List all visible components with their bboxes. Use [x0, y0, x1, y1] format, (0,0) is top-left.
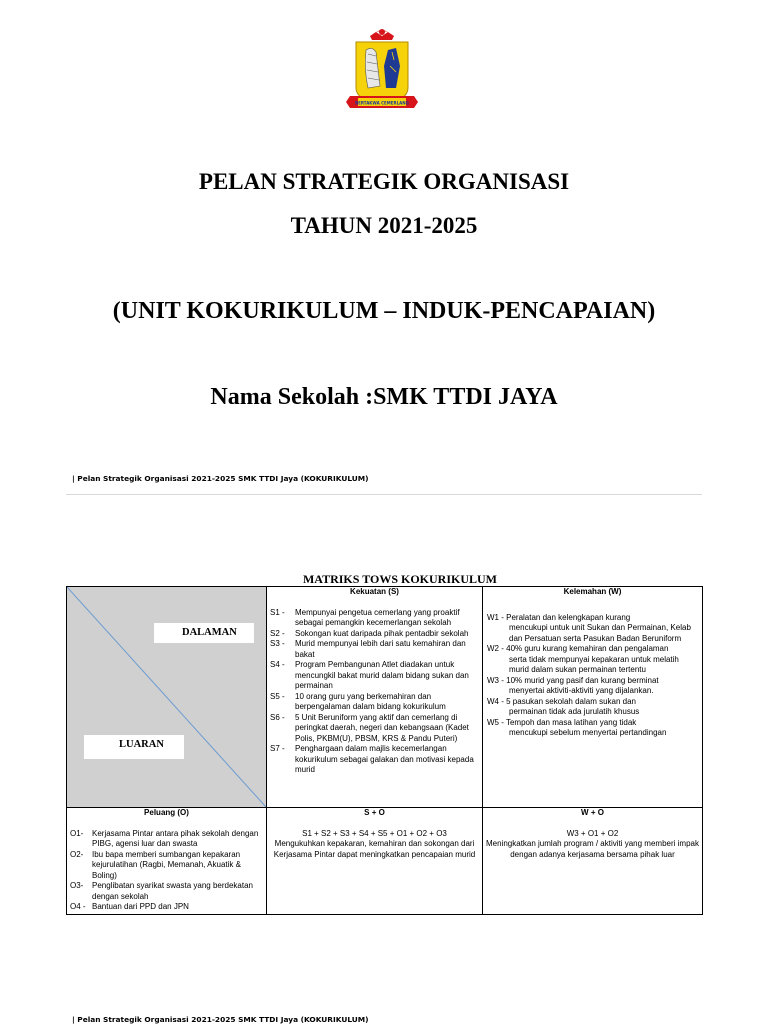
list-item: W1 - Peralatan dan kelengkapan kurang mencukupi untuk unit Sukan dan Permainan, Kelab dan Persatuan serta Pasukan Badan Beruniform — [487, 612, 691, 643]
document-title: PELAN STRATEGIK ORGANISASI — [198, 169, 570, 194]
dalaman-label: DALAMAN — [182, 627, 237, 638]
strengths-heading: Kekuatan (S) — [350, 587, 399, 596]
list-item: O3- Penglibatan syarikat swasta yang berdekatan dengan sekolah — [70, 881, 253, 901]
logo-caption: BERTAKWA CEMERLANG — [355, 100, 409, 106]
weaknesses-list — [483, 613, 702, 739]
list-item: S7 - Penghargaan dalam majlis kecemerlangan kokurikulum sebagai galakan dan motivasi kepada murid — [270, 744, 474, 774]
list-item: O2- Ibu bapa memberi sumbangan kepakaran kejurulatihan (Ragbi, Memanah, Akuatik & Boling) — [70, 849, 241, 880]
luaran-label: LUARAN — [119, 739, 164, 750]
so-heading: S + O — [364, 808, 385, 817]
list-item: W5 - Tempoh dan masa latihan yang tidak mencukupi sebelum menyertai pertandingan — [487, 717, 667, 737]
list-item: O4 - Bantuan dari PPD dan JPN — [70, 902, 189, 911]
page-header-note: | Pelan Strategik Organisasi 2021-2025 SMK TTDI Jaya (KOKURIKULUM) — [72, 474, 369, 483]
dalaman-label-box — [154, 623, 254, 643]
document-period: TAHUN 2021-2025 — [290, 213, 478, 238]
school-name: Nama Sekolah :SMK TTDI JAYA — [210, 384, 558, 410]
list-item: W2 - 40% guru kurang kemahiran dan pengalaman serta tidak mempunyai kepakaran untuk melatih murid dalam sukan permainan tertentu — [487, 644, 679, 674]
list-item: S6 - 5 Unit Beruniform yang aktif dan cemerlang di peringkat daerah, negeri dan kebangsaan (Kadet Polis, PKBM(U), PBSM, KRS & Pandu Puteri) — [270, 712, 469, 743]
list-item: S3 - Murid mempunyai lebih dari satu kemahiran dan bakat — [270, 639, 466, 659]
so-strategy: Mengukuhkan kepakaran, kemahiran dan sokongan dari Kerjasama Pintar dapat meningkatkan pencapaian murid — [273, 839, 476, 859]
list-item: S2 - Sokongan kuat daripada pihak pentadbir sekolah — [270, 628, 469, 638]
opportunities-list — [67, 829, 266, 913]
so-formula: S1 + S2 + S3 + S4 + S5 + O1 + O2 + O3 — [302, 828, 447, 838]
tows-matrix — [66, 586, 703, 915]
opportunities-heading: Peluang (O) — [144, 808, 189, 817]
list-item: S4 - Program Pembangunan Atlet diadakan untuk mencungkil bakat murid dalam bidang sukan dan permainan — [270, 660, 469, 690]
matrix-corner-cell — [67, 587, 267, 808]
weaknesses-cell — [483, 587, 703, 808]
list-item: S5 - 10 orang guru yang berkemahiran dan berpengalaman dalam bidang kokurikulum — [270, 691, 446, 711]
divider — [66, 494, 702, 495]
wo-formula: W3 + O1 + O2 — [566, 828, 619, 838]
strengths-list — [267, 608, 482, 776]
strengths-cell — [267, 587, 483, 808]
page-footer-note: | Pelan Strategik Organisasi 2021-2025 SMK TTDI Jaya (KOKURIKULUM) — [72, 1015, 369, 1024]
list-item: W3 - 10% murid yang pasif dan kurang berminat menyertai aktiviti-aktiviti yang dijalankan. — [487, 675, 659, 695]
weaknesses-heading: Kelemahan (W) — [563, 587, 622, 596]
opportunities-cell — [67, 808, 267, 915]
document-unit: (UNIT KOKURIKULUM – INDUK-PENCAPAIAN) — [112, 298, 656, 324]
luaran-label-box — [84, 735, 184, 759]
wo-strategy: Meningkatkan jumlah program / aktiviti yang memberi impak dengan adanya kerjasama bersama pihak luar — [486, 839, 699, 859]
list-item: W4 - 5 pasukan sekolah dalam sukan dan permainan tidak ada jurulatih khusus — [487, 696, 640, 716]
so-cell — [267, 808, 483, 915]
list-item: S1 - Mempunyai pengetua cemerlang yang proaktif sebagai pemangkin kecemerlangan sekolah — [270, 607, 460, 627]
list-item: O1- Kerjasama Pintar antara pihak sekolah dengan PIBG, agensi luar dan swasta — [70, 828, 259, 848]
school-logo — [340, 26, 424, 114]
diagonal-line — [67, 587, 266, 807]
wo-cell — [483, 808, 703, 915]
wo-heading: W + O — [581, 808, 604, 817]
matrix-title: MATRIKS TOWS KOKURIKULUM — [302, 572, 498, 586]
